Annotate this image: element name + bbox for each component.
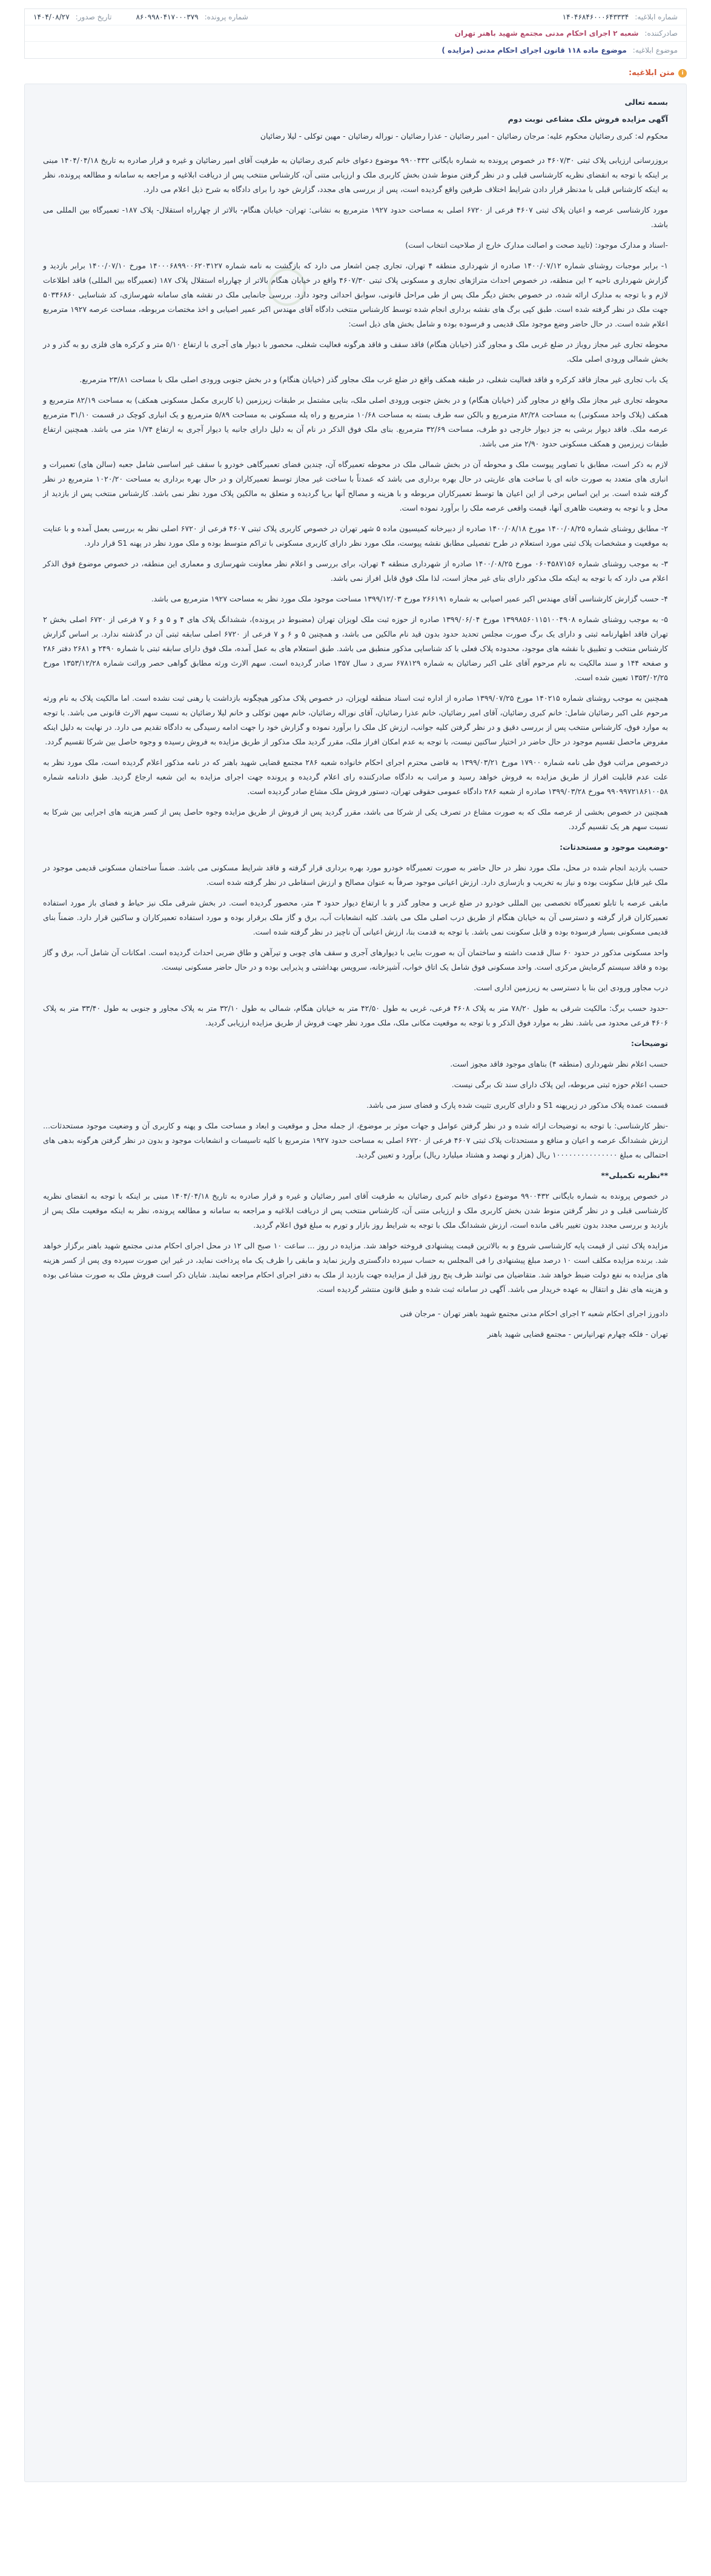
issue-date — [33, 13, 111, 21]
paragraph-17: مابقی عرصه با تابلو تعمیرگاه تخصصی بین المللی خودرو در ضلع غربی و مجاور گذر و با ارتفاع دیوار حدود ۳ متر، محصور گردیده است. در بخش شرقی ملک نیز حیاط و فضای باز مورد استفاده تعمیرکاران قرار گرفته و دسترسی آن به خیابان هنگام از طریق درب اصلی ملک می باشد. کلیه انشعابات آب، برق و گاز ملک برقرار بوده و مورد استفاده تعمیرکاران و ساکنین قرار دارد. ضمناً بنای قدیمی مسکونی بسیار فرسوده بوده و قابل سکونت نمی باشد. با توجه به قدمت بنا، ارزش اعیانی آن ناچیز در نظر گرفته شده است. — [43, 898, 668, 936]
paragraph-14: درخصوص مراتب فوق طی نامه شماره ۱۷۹۰۰ مورخ ۱۳۹۹/۰۳/۲۱ به قاضی محترم اجرای احکام خانواده شعبه ۲۸۶ مجتمع قضایی شهید باهنر که در نامه مذکور اعلام گردیده است، ملک مورد نظر به علت عدم قابلیت افراز از طریق مزایده به فروش خواهد رسید و مراتب به دادگاه صادرکننده رای اعلام گردیده و پرونده جهت اجرای مزایده به این شعبه ارجاع گردید. طبق دادنامه شماره ۹۹۰۹۹۷۲۱۸۶۱۰۰۵۸ مورخ ۱۳۹۹/۰۳/۲۸ صادره از شعبه ۲۸۶ دادگاه عمومی حقوقی تهران، دستور فروش ملک مشاع صادر گردیده است. — [43, 758, 668, 796]
opening-line: بسمه تعالی — [624, 98, 668, 107]
notice-text-title: متن ابلاغیه: — [628, 68, 675, 78]
case-number-value: ۸۶۰۹۹۸۰۴۱۷۰۰۰۳۷۹ — [136, 13, 199, 21]
note-3: قسمت عمده پلاک مذکور در زیرپهنه S1 و دارای کاربری تثبیت شده پارک و فضای سبز می باشد. — [366, 1101, 668, 1110]
notice-number-value: ۱۴۰۴۶۸۴۶۰۰۰۶۴۳۳۳۴ — [562, 13, 629, 21]
paragraph-19: درب مجاور ورودی این بنا با دسترسی به زیرزمین اداری است. — [474, 983, 668, 992]
header-row-issuer — [25, 25, 686, 42]
subject-label: موضوع ابلاغیه: — [632, 45, 678, 55]
signature-line-2: تهران - فلکه چهارم تهرانپارس - مجتمع قضایی شهید باهنر — [487, 1329, 668, 1339]
paragraph-7: محوطه تجاری غیر مجاز ملک واقع در مجاور گذر (خیابان هنگام) و در بخش جنوبی ورودی اصلی ملک، بنایی مشتمل بر طبقات زیرزمین (با کاربری مکمل مسکونی همکف) به مساحت ۸۲/۱۹ مترمربع و همکف (پلاک واحد مسکونی) به مساحت ۸۲/۲۸ مترمربع و بالکن سه طرف بسته به مساحت ۱۰/۶۸ مترمربع و راه پله مسکونی به مساحت ۵/۸۹ مترمربع و یک انباری کوچک در قسمت ۳۱/۱۰ مترمربع عرصه ملک. فاقد دیوار برشی به جز دیوار خارجی دو طرف، مساحت ۳۲/۶۹ مترمربع. بنای ملک فوق الذکر در نام آن به دلیل دارای جانبه یا دیوار آجری به ارتفاع ۱/۷۴ متر می باشد. همچنین ارتفاع طبقات زیرزمین و همکف مسکونی حدود ۲/۹۰ متر می باشد. — [43, 396, 669, 448]
supplementary-title: **نظریه تکمیلی** — [601, 1171, 668, 1180]
notice-text-heading — [24, 68, 687, 78]
header-row-ids — [25, 9, 686, 25]
paragraph-1: بروزرسانی ارزیابی پلاک ثبتی ۴۶۰۷/۳۰ در خصوص پرونده به شماره بایگانی ۹۹۰۰۴۳۲ موضوع دعوای خانم کبری رضائیان به طرفیت آقای امیر رضائیان و غیره و قرار صادره به تاریخ ۱۴۰۴/۰۴/۱۸ مبنی بر اینکه با توجه به انقضای نظریه کارشناسی قبلی و در نظر گرفتن منوط شدن بخش کاربری ملک و ارزیابی متنی آن، کارشناس منتخب پس از دریافت ابلاغیه و مراجعه به سامانه و مطالعه پرونده، نظر به اینکه کارشناس قبلی با مدنظر قرار دادن شرایط اختلاف طرفین واقع گردیده است، پس از بررسی های مجدد، گزارش خود را برای دادگاه به شرح ذیل اعلام می دارد. — [43, 156, 669, 194]
paragraph-11: ۴- حسب گزارش کارشناسی آقای مهندس اکبر عمیر اصیابی به شماره ۲۶۶۱۹۱ مورخ ۱۳۹۹/۱۲/۰۳ مساحت موجود ملک مورد نظر به مساحت ۱۹۲۷ مترمربع می باشد. — [151, 594, 668, 603]
subject-value: موضوع ماده ۱۱۸ قانون اجرای احکام مدنی (مزایده ) — [441, 45, 627, 55]
paragraph-21: -نظر کارشناسی: با توجه به توضیحات ارائه شده و در نظر گرفتن عوامل و جهات موثر بر موضوع، از جمله محل و موقعیت و ابعاد و مساحت ملک و پهنه و کاربری آن و وضعیت موجود مستحدثات... ارزش ششدانگ عرصه و اعیان و منافع و مستحدثات پلاک ثبتی ۴۶۰۷ فرعی از ۶۷۲۰ اصلی به مساحت حدود ۱۹۲۷ مترمربع با کلیه تاسیسات و انشعابات موجود و بدون در نظر گرفتن هرگونه بدهی های احتمالی به مبلغ ۱۰۰۰۰۰۰۰۰۰۰۰۰۰۰۰ ریال (هزار و نهصد و هشتاد میلیارد ریال) برآورد و تعیین گردید. — [43, 1121, 669, 1159]
notice-header-table — [24, 8, 687, 59]
paragraph-24: مزایده پلاک ثبتی از قیمت پایه کارشناسی شروع و به بالاترین قیمت پیشنهادی فروخته خواهد شد. مزایده در روز ... ساعت ۱۰ صبح الی ۱۲ در محل اجرای احکام مدنی مجتمع شهید باهنر برگزار خواهد شد. برنده مزایده مکلف است ۱۰ درصد مبلغ پیشنهادی را فی المجلس به حساب سپرده دادگستری واریز نماید و مابقی را ظرف یک ماه پرداخت نماید، در غیر این صورت سپرده وی پس از کسر هزینه های مزایده به نفع دولت ضبط خواهد شد. متقاضیان می توانند ظرف پنج روز قبل از مزایده جهت بازدید از ملک به دفتر اجرای احکام مراجعه نمایند. شایان ذکر است فروش ملک به صورت مشاعی بوده و هزینه های نقل و انتقال به عهده خریدار می باشد. آگهی در سامانه ثبت شده و طبق قانون منتشر گردیده است. — [43, 1241, 668, 1294]
paragraph-3: -اسناد و مدارک موجود: (تایید صحت و اصالت مدارک خارج از صلاحیت انتخاب است) — [405, 240, 668, 250]
issue-date-value: ۱۴۰۴/۰۸/۲۷ — [33, 13, 70, 21]
case-number — [136, 13, 248, 21]
issue-date-label: تاریخ صدور: — [75, 13, 112, 21]
notice-number-label: شماره ابلاغیه: — [635, 13, 678, 21]
paragraph-15: همچنین در خصوص بخشی از عرصه ملک که به صورت مشاع در تصرف یکی از شرکا می باشد، مقرر گردید پس از فروش از طریق مزایده وجوه حاصل پس از کسر هزینه های اجرایی بین شرکا به نسبت سهم هر یک تقسیم گردد. — [43, 807, 668, 831]
note-2: حسب اعلام حوزه ثبتی مربوطه، این پلاک دارای سند تک برگی نیست. — [451, 1080, 668, 1089]
paragraph-20: -حدود حسب برگ: مالکیت شرقی به طول ۷۸/۲۰ متر به پلاک ۴۶۰۸ فرعی، غربی به طول ۴۲/۵۰ متر به خیابان هنگام، شمالی به طول ۳۲/۱۰ متر به پلاک مجاور و جنوبی به طول ۳۳/۴۰ متر به پلاک ۴۶۰۶ فرعی محدود می باشد. نظر به موارد فوق الذکر و با توجه به موقعیت مکانی ملک، ملک مورد نظر جهت فروش از طریق مزایده ارزیابی گردید. — [43, 1004, 668, 1027]
info-icon: i — [678, 69, 687, 78]
paragraph-18: واحد مسکونی مذکور در حدود ۶۰ سال قدمت داشته و ساختمان آن به صورت بنایی با دیوارهای آجری و سقف های چوبی و تیرآهن و طاق ضربی احداث گردیده است. امکانات آن شامل آب، برق و گاز بوده و فاقد سیستم گرمایش مرکزی است. واحد مسکونی فوق شامل یک اتاق خواب، آشپزخانه، سرویس بهداشتی و پذیرایی بوده و در حال حاضر مسکونی نیست. — [43, 948, 668, 972]
paragraph-23: در خصوص پرونده به شماره بایگانی ۹۹۰۰۴۳۲ موضوع دعوای خانم کبری رضائیان به طرفیت آقای امیر رضائیان و غیره و قرار صادره به تاریخ ۱۴۰۴/۰۴/۱۸ مبنی بر اینکه با توجه به انقضای نظریه کارشناسی قبلی و در نظر گرفتن منوط شدن بخش کاربری ملک و ارزیابی متنی آن، کارشناس منتخب پس از دریافت ابلاغیه و مراجعه به سامانه و مطالعه پرونده، نظر به اینکه موقعیت ملک پس از بازدید و بررسی مجدد بدون تغییر باقی مانده است، ارزش ششدانگ ملک با توجه به شرایط روز بازار و تورم به مبلغ فوق اعلام گردید. — [43, 1191, 669, 1230]
signature-line-1: دادورز اجرای احکام شعبه ۲ اجرای احکام مدنی مجتمع شهید باهنر تهران - مرجان فنی — [400, 1309, 668, 1318]
paragraph-12: ۵- به موجب روشنای شماره ۱۳۹۹۸۵۶۰۱۱۵۱۰۰۴۹۰۸ مورخ ۱۳۹۹/۰۶/۰۴ صادره از حوزه ثبت ملک لویزان تهران (مضبوط در پرونده)، ششدانگ پلاک های ۴ و ۵ و ۶ و ۷ فرعی از ۶۷۲۰ اصلی بخش ۲ تهران فاقد اظهارنامه ثبتی و دارای یک برگ صورت مجلس تحدید حدود بدون قید نام مالکین می باشد، و همچنین ۵ و ۶ و ۷ فرعی از ۶۷۲۰ اصلی سابقه ثبتی آن در گذشته ندارد. بر اساس گزارش کارشناس منتخب و تطبیق با نقشه های موجود، محدوده پلاک فعلی با کد شناسایی مذکور منطبق می باشد. طبق استعلام های به عمل آمده، ملک فوق دارای سابقه ثبتی با شماره ۲۴۹۰ و ۲۶۸۱ دفتر ۲۸۶ و صفحه ۱۴۴ و سند مالکیت به نام مرحوم آقای علی اکبر رضائیان به شماره ۶۷۸۱۲۹ سری د سال ۱۳۵۷ صادر گردیده است. سهم الارث ورثه مطابق گواهی حصر وراثت شماره ۱۳۵۳/۱۲/۲۸ مورخ ۱۳۵۳/۰۲/۲۵ تعیین شده است. — [43, 615, 669, 682]
notice-number — [563, 13, 678, 21]
parties-line: محکوم له: کبری رضائیان محکوم علیه: مرجان رضائیان - امیر رضائیان - عذرا رضائیان - نوراله رضائیان - مهین توکلی - لیلا رضائیان — [260, 131, 668, 141]
notice-body — [24, 84, 687, 2482]
paragraph-8: لازم به ذکر است، مطابق با تصاویر پیوست ملک و محوطه آن در بخش شمالی ملک در محوطه تعمیرگاه آن، چندین فضای تعمیرگاهی خودرو با سقف غیر اساسی شامل جعبه (سالن های) تعمیرات و انباری های متعدد به صورت خانه ای با ساخت های عاریتی در حال بهره برداری می باشد که عمدتاً با ساخت غیر مجاز توسط تعمیرکاران و در حال بهره برداری به مساحت ۱۰۲۰/۲۰ مترمربع در نظر گرفته شده است. بر این اساس برخی از این اعیان ها توسط تعمیرکاران مربوطه و با هزینه و مصالح آنها برپا گردیده و متعلق به مالکین پلاک مورد نظر نمی باشد. کارشناس منتخب پس از بازدید از محل و با توجه به وضعیت ظاهری آنها، قیمت واقعی عرصه ملک را برآورد نموده است. — [43, 460, 668, 512]
case-number-label: شماره پرونده: — [204, 13, 248, 21]
notes-title: توضیحات: — [631, 1039, 668, 1048]
paragraph-2: مورد کارشناسی عرصه و اعیان پلاک ثبتی ۴۶۰۷ فرعی از ۶۷۲۰ اصلی به مساحت حدود ۱۹۲۷ مترمربع به نشانی: تهران- خیابان هنگام- بالاتر از چهارراه استقلال- پلاک ۱۸۷- تعمیرگاه بین المللی می باشد. — [43, 205, 669, 229]
paragraph-6: یک باب تجاری غیر مجاز فاقد کرکره و فاقد فعالیت شغلی، در طبقه همکف واقع در ضلع غرب ملک مجاور گذر (خیابان هنگام) و در بخش جنوبی ورودی اصلی ملک با مساحت ۲۳/۸۱ مترمربع. — [79, 375, 668, 384]
paragraph-9: ۲- مطابق روشنای شماره ۱۴۰۰/۰۸/۲۵ مورخ ۱۴۰۰/۰۸/۱۸ صادره از دبیرخانه کمیسیون ماده ۵ شهر تهران در خصوص کاربری پلاک ثبتی ۴۶۰۷ فرعی از ۶۷۲۰ اصلی نظر به بررسی بعمل آمده و با عنایت به موقعیت و مشخصات پلاک ثبتی مورد استعلام در طرح تفصیلی مطابق نقشه پیوست، ملک مورد نظر دارای کاربری مسکونی با تراکم متوسط بوده و ملک مورد نظر در پهنه S1 قرار دارد. — [43, 524, 668, 548]
issuer-value: شعبه ۲ اجرای احکام مدنی مجتمع شهید باهنر تهران — [454, 29, 639, 38]
paragraph-4: ۱- برابر موجبات روشنای شماره ۱۴۰۰/۰۷/۱۲ صادره از شهرداری منطقه ۴ تهران، تجاری چمن اشعار می دارد که بازگشت به نامه شماره ۱۴۰۰۰۶۸۹۹۰۰۶۲۰۳۱۲۷ مورخ ۱۴۰۰/۰۷/۱۰ برابر بازدید و گزارش شهرداری ناحیه ۲ این منطقه، در خصوص احداث مترا‌ژهای تجاری و مسکونی پلاک ثبتی ۴۶۰۷/۳۰ واقع در خیابان هنگام بالاتر از چهارراه استقلال پلاک ۱۸۷ (تعمیرگاه بین المللی) فاقد اطلاعات لازم و با توجه به مدارک ارائه شده، در خصوص بخش دیگر ملک پس از طی مراحل قانونی، سوابق احداثی وجود دارد. بررسی جانمایی ملک در نقشه های سامانه شهرسازی، کد شناسایی ۵۰۳۴۶۸۶۰ جهت ملک در نظر گرفته شده است. طبق کپی برگ های نقشه برداری انجام شده توسط کارشناس منتخب دادگاه آقای مهندس اکبر عمیر اصیابی و اخذ مختصات مربوطه، مساحت عرصه ۱۹۲۷ مترمربع اعلام شده است. در حال حاضر وضع موجود ملک قدیمی و فرسوده بوده و شامل بخش های ذیل است: — [43, 261, 669, 328]
note-1: حسب اعلام نظر شهرداری (منطقه ۴) بناهای موجود فاقد مجوز است. — [450, 1059, 668, 1068]
paragraph-5: محوطه تجاری غیر مجاز روباز در ضلع غربی ملک و مجاور گذر (خیابان هنگام) فاقد سقف و فاقد هرگونه فعالیت شغلی، محصور با دیوار های آجری با ارتفاع ۵/۱۰ متر و کرکره های فلزی رو به گذر و در بخش شمالی ورودی اصلی ملک. — [43, 340, 668, 363]
paragraph-10: ۳- به موجب روشنای شماره ۰۶۰۴۵۸۷۱۵۶ مورخ ۱۴۰۰/۰۸/۲۵ صادره از شهرداری منطقه ۴ تهران، برای بررسی و اعلام نظر معاونت شهرسازی و معماری این منطقه، در خصوص موضوع فوق الذکر اعلام می دارد که با توجه به اینکه ملک مذکور دارای بنای غیر مجاز است، لذا ملک فوق قابل افراز نمی باشد. — [43, 559, 668, 583]
issuer-label: صادرکننده: — [644, 29, 678, 38]
paragraph-16: حسب بازدید انجام شده در محل، ملک مورد نظر در حال حاضر به صورت تعمیرگاه خودرو مورد بهره برداری قرار گرفته و فاقد شرایط مسکونی می باشد. ضمناً ساختمان مسکونی قدیمی موجود در ملک غیر قابل سکونت بوده و نیاز به تخریب و بازسازی دارد. ارزش اعیانی موجود صرفاً به عنوان مصالح و ارزش اسقاطی در نظر گرفته شده است. — [43, 863, 668, 887]
ad-title: آگهی مزایده فروش ملک مشاعی نوبت دوم — [508, 114, 668, 124]
header-row-subject — [25, 42, 686, 58]
status-title: -وضعیت موجود و مستحدثات: — [560, 843, 668, 852]
paragraph-13: همچنین به موجب روشنای شماره ۱۴۰۲۱۵ مورخ ۱۳۹۹/۰۷/۲۵ صادره از اداره ثبت اسناد منطقه لویزان، در خصوص پلاک مذکور هیچگونه بازداشت یا رهنی ثبت نشده است. اما مالکیت پلاک به نام ورثه مرحوم علی اکبر رضائیان شامل: خانم کبری رضائیان، آقای امیر رضائیان، خانم عذرا رضائیان، آقای نوراله رضائیان، خانم مهین توکلی و خانم لیلا رضائیان به نسبت سهم الارث قانونی می باشد. با توجه به موارد فوق، کارشناس منتخب پس از بررسی دقیق و در نظر گرفتن کلیه جوانب، ارزش کل ملک را برآورد نموده و گزارش خود را جهت ادامه رسیدگی به دادگاه تقدیم می دارد. در نهایت به دلیل اینکه مفروض ماحصل تقسیم موجود در حال حاضر در اختیار ساکنین نیست، با توجه به عدم امکان افراز ملک، مقرر گردید ملک مذکور از طریق مزایده به فروش رسیده و وجوه حاصل بین شرکا تقسیم گردد. — [43, 694, 669, 746]
